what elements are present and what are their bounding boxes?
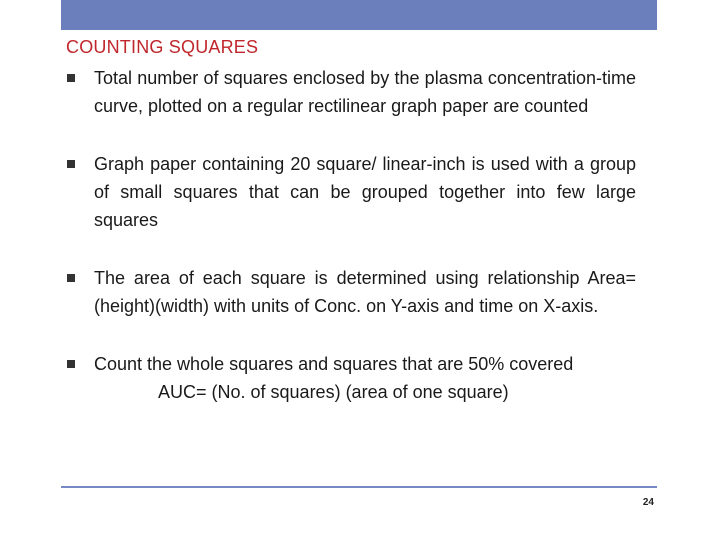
- bullet-text: The area of each square is determined using relationship Area= (height)(width) with units of Conc. on Y-axis and time on X-axis.: [94, 268, 636, 316]
- bullet-item-total-squares: [66, 64, 636, 120]
- square-bullet-icon: [67, 160, 75, 168]
- bullet-text: Graph paper containing 20 square/ linear-inch is used with a group of small squares that can be grouped together into few large squares: [94, 154, 636, 230]
- bullet-text: Total number of squares enclosed by the plasma concentration-time curve, plotted on a regular rectilinear graph paper are counted: [94, 68, 636, 116]
- bullet-item-square-area: [66, 264, 636, 320]
- square-bullet-icon: [67, 74, 75, 82]
- bullet-list: [66, 64, 636, 406]
- square-bullet-icon: [67, 360, 75, 368]
- auc-formula: AUC= (No. of squares) (area of one square): [158, 382, 509, 402]
- square-bullet-icon: [67, 274, 75, 282]
- bullet-text: Count the whole squares and squares that are 50% covered: [94, 354, 574, 374]
- page-number: 24: [642, 497, 654, 508]
- footer-rule: [61, 486, 657, 488]
- header-bar: [61, 0, 657, 30]
- bullet-item-count-squares: [66, 350, 636, 406]
- slide-title: COUNTING SQUARES: [66, 37, 259, 57]
- bullet-item-graph-paper: [66, 150, 636, 234]
